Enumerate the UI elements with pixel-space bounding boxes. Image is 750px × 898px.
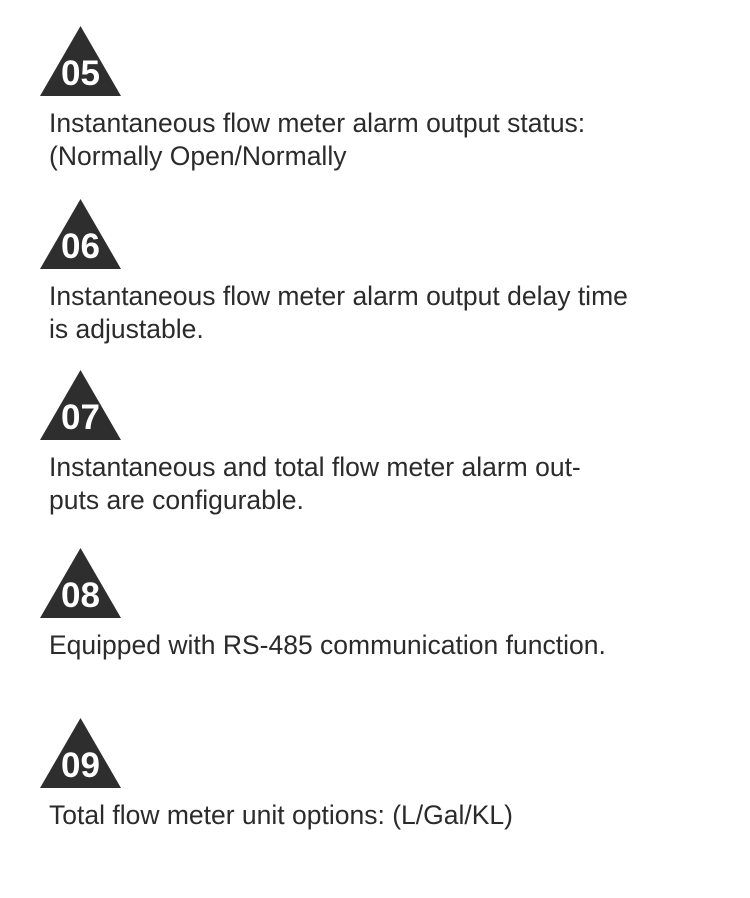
badge-number: 08 [61,576,100,615]
number-badge [40,26,121,96]
number-badge [40,370,121,440]
feature-description: Instantaneous and total flow meter alarm out- puts are configurable. [49,452,581,515]
feature-description: Equipped with RS-485 communication function. [49,630,606,660]
feature-description: Instantaneous flow meter alarm output status: (Normally Open/Normally [49,108,586,171]
number-badge [40,718,121,788]
feature-description: Instantaneous flow meter alarm output delay time is adjustable. [49,281,628,344]
badge-number: 07 [61,398,100,437]
feature-description: Total flow meter unit options: (L/Gal/KL) [49,800,513,830]
number-badge [40,548,121,618]
number-badge [40,199,121,269]
badge-number: 05 [61,54,100,93]
badge-number: 09 [61,746,100,785]
badge-number: 06 [61,227,100,266]
